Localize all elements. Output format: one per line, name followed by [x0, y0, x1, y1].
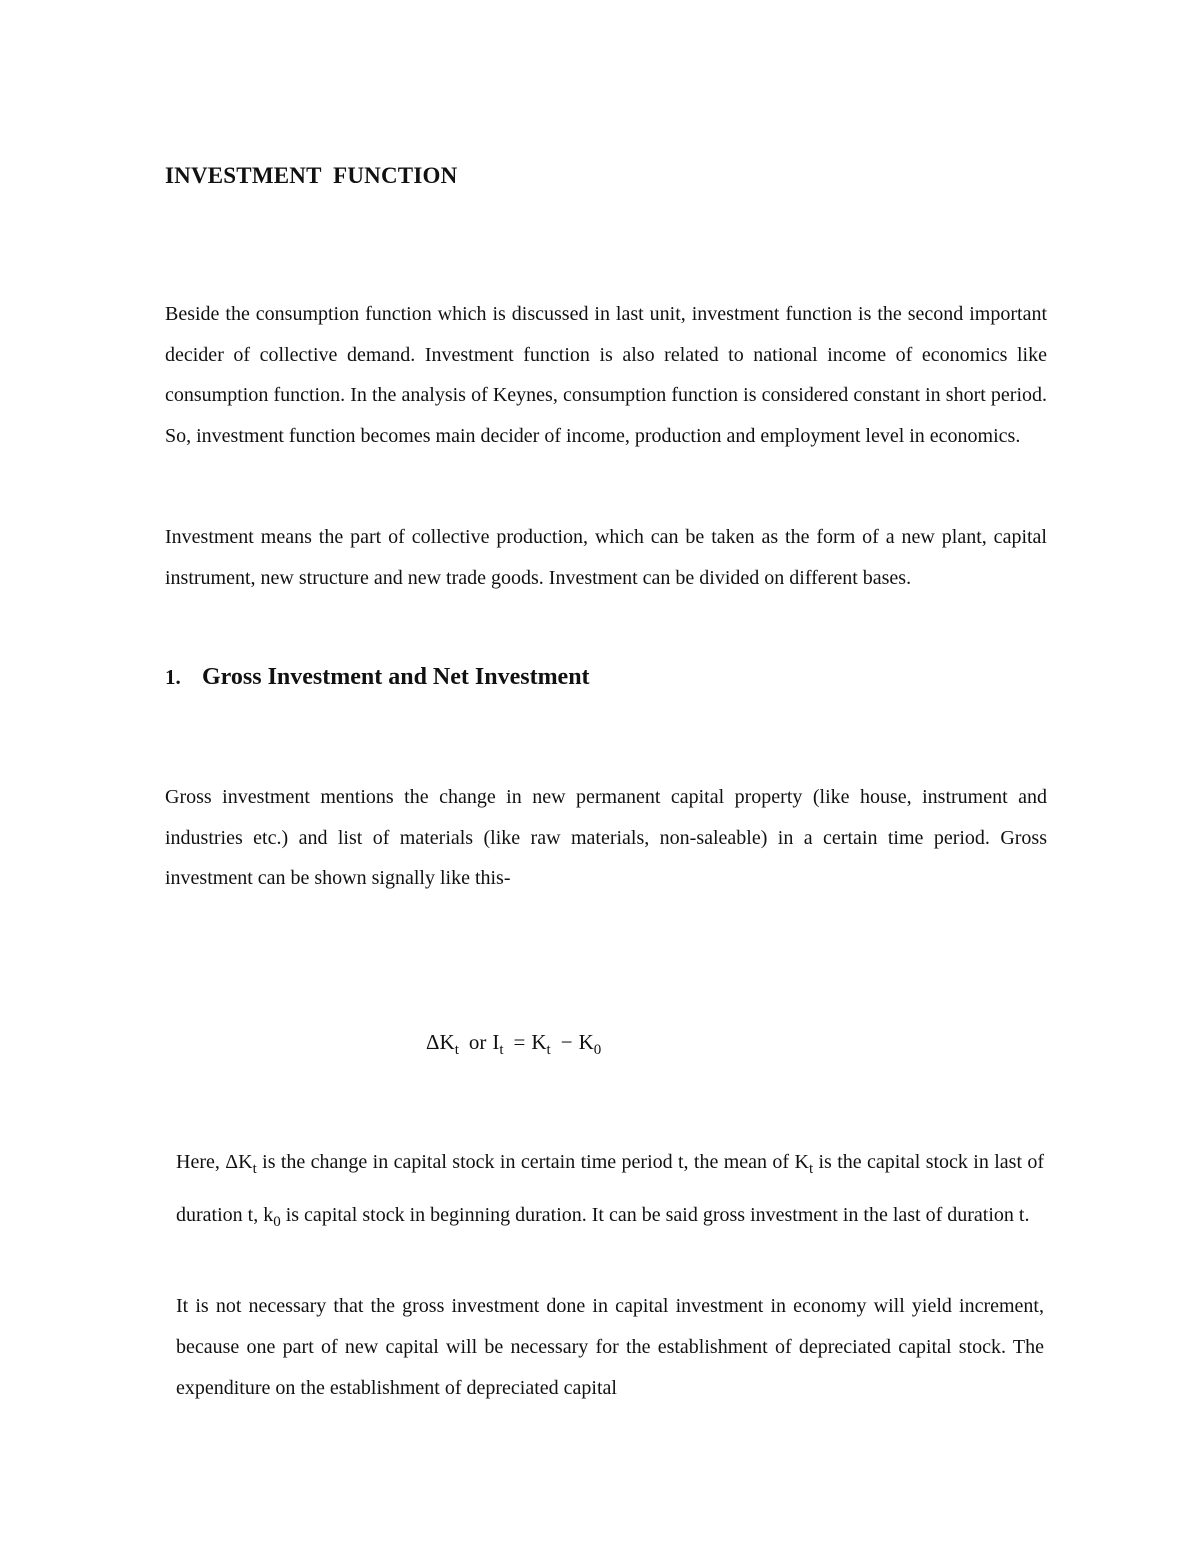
- explanation-sub-t: t: [808, 1161, 814, 1177]
- intro-paragraph-1: Beside the consumption function which is discussed in last unit, investment function is the second important decider of collective demand. Investment function is also related to national income of economics like consumption function. In the analysis of Keynes, consumption function is considered constant in short period. So, investment function becomes main decider of income, production and employment level in economics.: [165, 303, 1047, 447]
- section-paragraph: Gross investment mentions the change in new permanent capital property (like house, instrument and industries etc.) and list of materials (like raw materials, non-saleable) in a certain time period. Gross investment can be shown signally like this-: [165, 786, 1047, 889]
- explanation-symbol-k-lower: k: [263, 1204, 274, 1226]
- formula-sub-t: t: [499, 1042, 504, 1058]
- document-title: INVESTMENT FUNCTION: [165, 163, 458, 188]
- formula-minus: −: [560, 1030, 573, 1054]
- gross-investment-formula: [426, 1030, 601, 1059]
- explanation-text-5: is capital stock in beginning duration. It can be said gross investment in the last of duration t.: [285, 1204, 1030, 1226]
- explanation-symbol-k: K: [794, 1151, 809, 1173]
- section-heading-text: Gross Investment and Net Investment: [202, 664, 590, 690]
- explanation-text-3: is the capital stock in last of duration t,: [176, 1151, 1045, 1226]
- formula-k: K: [531, 1030, 547, 1054]
- formula-delta: Δ: [426, 1030, 440, 1054]
- closing-paragraph: It is not necessary that the gross investment done in capital investment in economy will yield increment, because one part of new capital will be necessary for the establishment of depreciated capital stock. The expenditure on the establishment of depreciated capital: [176, 1295, 1044, 1399]
- section-heading: [165, 664, 590, 691]
- formula-sub-t: t: [546, 1042, 551, 1058]
- explanation-sub-t: t: [252, 1161, 257, 1177]
- section-number: 1.: [165, 665, 181, 689]
- formula-or: or: [468, 1030, 487, 1054]
- explanation-text-1: Here,: [176, 1151, 220, 1173]
- formula-sub-t: t: [454, 1042, 459, 1058]
- explanation-symbol-delta: Δ: [225, 1151, 239, 1173]
- formula-i: I: [492, 1030, 500, 1054]
- formula-sub-zero: 0: [593, 1042, 602, 1058]
- formula-k: K: [578, 1030, 594, 1054]
- explanation-symbol-k: K: [238, 1151, 253, 1173]
- formula-equals: =: [513, 1030, 526, 1054]
- explanation-text-2: is the change in capital stock in certain time period t, the mean of: [262, 1151, 790, 1173]
- intro-paragraph-2: Investment means the part of collective production, which can be taken as the form of a new plant, capital instrument, new structure and new trade goods. Investment can be divided on different bases.: [165, 526, 1047, 589]
- explanation-paragraph: [176, 1139, 1044, 1245]
- explanation-sub-zero: 0: [273, 1214, 281, 1230]
- formula-k: K: [439, 1030, 455, 1054]
